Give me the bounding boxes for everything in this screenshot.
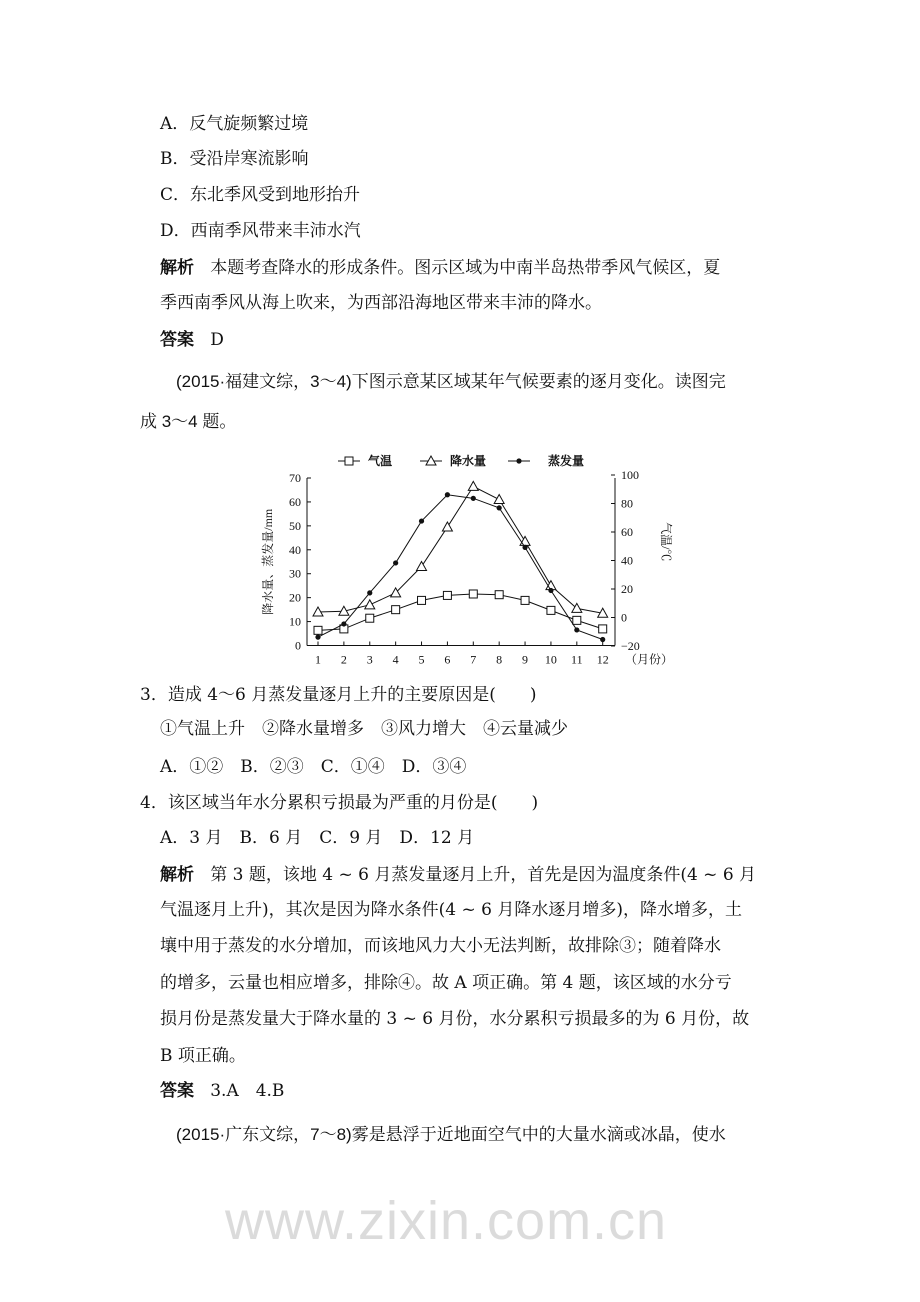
legend-label: 气温 [368,454,393,468]
option-d: D．西南季风带来丰沛水汽 [160,221,361,241]
left-tick-label: 10 [289,614,301,629]
right-tick-label: 0 [621,610,627,625]
intro-3-4-line2: 成 3～4 题。 [140,412,237,431]
left-tick-label: 40 [289,542,301,557]
temperature-point [521,596,529,604]
temperature-point [443,591,451,599]
precipitation-point [468,481,478,490]
temperature-point [547,606,555,614]
precipitation-point [442,522,452,531]
temperature-point [345,457,353,465]
answer-value: 3.A 4.B [210,1081,285,1101]
evaporation-point [497,505,502,510]
option-a: A．反气旋频繁过境 [160,114,309,134]
evaporation-point [548,588,553,593]
x-tick-label: 5 [418,652,425,667]
evaporation-point [315,635,320,640]
analysis-3-4-line6: B 项正确。 [160,1046,246,1066]
answer-label: 答案 [160,1081,194,1101]
right-tick-label: −20 [621,639,640,653]
analysis-text: 本题考查降水的形成条件。图示区域为中南半岛热带季风气候区，夏 [210,258,721,278]
x-axis-label: （月份） [624,652,674,667]
intro-3-4: (2015·福建文综，3～4)下图示意某区域某年气候要素的逐月变化。读图完 [176,372,726,391]
left-tick-label: 20 [289,590,301,605]
precipitation-point [391,588,401,597]
x-tick-label: 9 [522,652,529,667]
watermark: www.zixin.com.cn [225,1191,668,1251]
evaporation-point [367,590,372,595]
left-tick-label: 70 [289,471,301,485]
analysis-q2-line2: 季西南季风从海上吹来，为西部沿海地区带来丰沛的降水。 [160,293,602,313]
question-3-options: A．①② B．②③ C．①④ D．③④ [160,757,467,777]
evaporation-point [600,637,605,642]
left-tick-label: 60 [289,494,301,509]
precipitation-point [365,600,375,609]
option-b: B．受沿岸寒流影响 [160,149,309,169]
precipitation-point [520,536,530,545]
x-tick-label: 10 [544,652,557,667]
legend-label: 降水量 [450,454,487,468]
precipitation-point [313,607,323,616]
temperature-point [366,614,374,622]
precipitation-point [417,562,427,571]
temperature-point [573,616,581,624]
question-3-stem: 3．造成 4～6 月蒸发量逐月上升的主要原因是( ) [140,685,537,705]
precipitation-point [572,603,582,612]
right-tick-label: 80 [621,496,633,511]
analysis-label: 解析 [160,865,194,885]
x-tick-label: 11 [571,652,583,667]
question-4-options: A．3 月 B．6 月 C．9 月 D．12 月 [160,828,475,848]
answer-value: D [210,330,224,350]
x-tick-label: 8 [496,652,503,667]
evaporation-point [522,545,527,550]
temperature-point [340,625,348,633]
analysis-3-4-line5: 损月份是蒸发量大于降水量的 3 ~ 6 月份，水分累积亏损最多的为 6 月份，故 [160,1009,750,1029]
y2-axis-label: 气温/℃ [659,522,673,562]
left-tick-label: 50 [289,518,301,533]
answer-3-4 [160,1080,284,1102]
y-axis-label: 降水量、蒸发量/mm [261,508,275,615]
legend-label: 蒸发量 [548,454,585,468]
analysis-label: 解析 [160,258,194,278]
left-tick-label: 30 [289,566,301,581]
right-tick-label: 100 [621,468,639,482]
temperature-point [314,626,322,634]
analysis-3-4-line3: 壤中用于蒸发的水分增加，而该地风力大小无法判断，故排除③；随着降水 [160,936,721,956]
precipitation-point [598,608,608,617]
x-tick-label: 7 [470,652,477,667]
option-c: C．东北季风受到地形抬升 [160,185,361,205]
analysis-q2 [160,257,720,279]
evaporation-point [445,492,450,497]
intro-7-8: (2015·广东文综，7～8)雾是悬浮于近地面空气中的大量水滴或冰晶，使水 [176,1125,726,1144]
evaporation-point [574,627,579,632]
evaporation-point [393,560,398,565]
analysis-3-4-line2: 气温逐月上升)，其次是因为降水条件(4 ~ 6 月降水逐月增多)，降水增多，土 [160,900,742,920]
evaporation-point [341,621,346,626]
analysis-3-4 [160,864,756,886]
evaporation-point [516,458,521,463]
answer-q2 [160,329,224,351]
temperature-point [469,590,477,598]
x-tick-label: 1 [315,652,321,667]
temperature-line [318,594,603,630]
analysis-text: 第 3 题，该地 4 ~ 6 月蒸发量逐月上升，首先是因为温度条件(4 ~ 6 月 [210,865,757,885]
x-tick-label: 3 [366,652,373,667]
precipitation-point [426,456,436,465]
left-tick-label: 0 [295,638,301,653]
precipitation-point [494,495,504,504]
x-tick-label: 6 [444,652,451,667]
right-tick-label: 60 [621,525,633,539]
evaporation-point [471,496,476,501]
temperature-point [495,591,503,599]
precipitation-point [339,606,349,615]
x-tick-label: 4 [392,652,399,667]
precipitation-line [318,486,603,613]
question-3-items: ①气温上升 ②降水量增多 ③风力增大 ④云量减少 [160,719,568,739]
precipitation-point [546,581,556,590]
question-4-stem: 4．该区域当年水分累积亏损最为严重的月份是( ) [140,793,539,813]
temperature-point [418,596,426,604]
evaporation-point [419,518,424,523]
evaporation-line [318,495,603,640]
right-tick-label: 40 [621,553,633,568]
temperature-point [392,606,400,614]
temperature-point [599,625,607,633]
x-tick-label: 2 [340,652,347,667]
right-tick-label: 20 [621,582,633,596]
x-tick-label: 12 [596,652,609,667]
answer-label: 答案 [160,330,194,350]
analysis-3-4-line4: 的增多，云量也相应增多，排除④。故 A 项正确。第 4 题，该区域的水分亏 [160,973,732,993]
